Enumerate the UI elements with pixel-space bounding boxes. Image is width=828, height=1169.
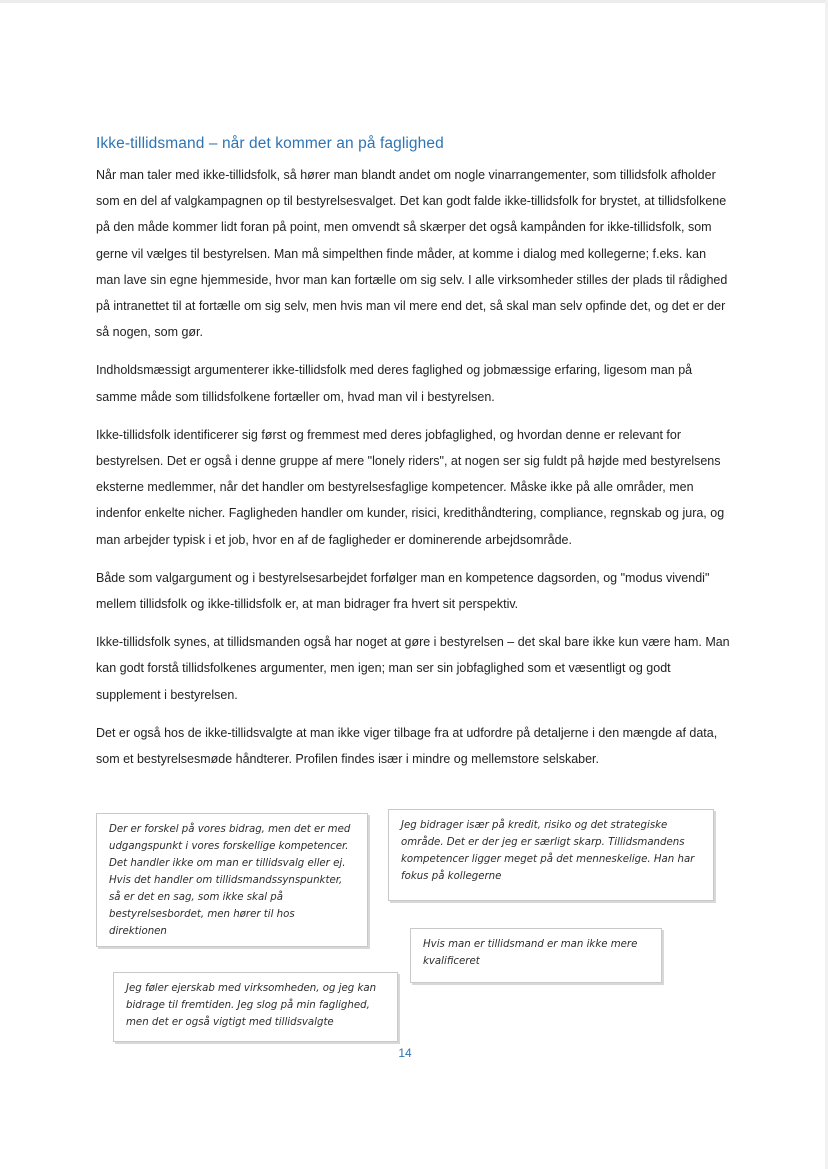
paragraph: Både som valgargument og i bestyrelsesarbejdet forfølger man en kompetence dagsorden, og "modus vivendi" mellem tillidsfolk og ikke-tillidsfolk er, at man bidrager fra hvert sit perspektiv. xyxy=(96,570,710,612)
paragraph: Indholdsmæssigt argumenterer ikke-tillidsfolk med deres faglighed og jobmæssige erfaring, ligesom man på samme måde som tillidsfolkene fortæller om, hvad man vil i bestyrelsen. xyxy=(96,363,693,404)
quote-box: Jeg bidrager især på kredit, risiko og det strategiske område. Det er der jeg er særligt skarp. Tillidsmandens kompetencer ligger meget på det menneskelige. Han har fokus på kollegerne xyxy=(388,809,714,901)
paragraph: Ikke-tillidsfolk identificerer sig først og fremmest med deres jobfaglighed, og hvordan denne er relevant for bestyrelsen. Det er også i denne gruppe af mere "lonely riders", at nogen ser sig fuldt på højde med bestyrelsens eksterne medlemmer, når det handler om bestyrelsesfaglige kompetencer. Måske ikke på alle områder, men indenfor enkelte nicher. Fagligheden handler om kunder, risici, kredithåndtering, compliance, regnskab og jura, og man arbejder typisk i et job, hvor en af de fagligheder er dominerende arbejdsområde. xyxy=(96,427,725,547)
scan-edge-top xyxy=(0,0,828,3)
paragraph: Når man taler med ikke-tillidsfolk, så hører man blandt andet om nogle vinarrangementer, som tillidsfolk afholder som en del af valgkampagnen op til bestyrelsesvalget. Det kan godt falde ikke-tillidsfolk for brystet, at tillidsfolkene på den måde kommer lidt foran på point, men omvendt så skærper det også kampånden for ikke-tillidsfolk, som gerne vil vælges til bestyrelsen. Man må simpelthen finde måder, at komme i dialog med kollegerne; f.eks. kan man lave sin egne hjemmeside, hvor man kan fortælle om sig selv. I alle virksomheder stilles der plads til rådighed på intranettet til at fortælle om sig selv, men hvis man vil mere end det, så skal man selv opfinde det, og det er der så nogen, som gør. xyxy=(96,168,728,340)
page-number: 14 xyxy=(398,1046,412,1060)
quote-box: Der er forskel på vores bidrag, men det er med udgangspunkt i vores forskellige kompetencer. Det handler ikke om man er tillidsvalg eller ej. Hvis det handler om tillidsmandssynspunkter, så er det en sag, som ikke skal på bestyrelsesbordet, men hører til hos direktionen xyxy=(96,813,368,947)
body-text xyxy=(96,162,732,784)
section-heading: Ikke-tillidsmand – når det kommer an på faglighed xyxy=(96,135,444,152)
quote-box: Hvis man er tillidsmand er man ikke mere kvalificeret xyxy=(410,928,662,983)
paragraph: Ikke-tillidsfolk synes, at tillidsmanden også har noget at gøre i bestyrelsen – det skal bare ikke kun være ham. Man kan godt forstå tillidsfolkenes argumenter, men igen; man ser sin jobfaglighed som et væsentligt og godt supplement i bestyrelsen. xyxy=(96,635,730,702)
paragraph: Det er også hos de ikke-tillidsvalgte at man ikke viger tilbage fra at udfordre på detaljerne i den mængde af data, som et bestyrelsesmøde håndterer. Profilen findes især i mindre og mellemstore selskaber. xyxy=(96,725,718,767)
quote-box: Jeg føler ejerskab med virksomheden, og jeg kan bidrage til fremtiden. Jeg slog på min faglighed, men det er også vigtigt med tillidsvalgte xyxy=(113,972,398,1042)
